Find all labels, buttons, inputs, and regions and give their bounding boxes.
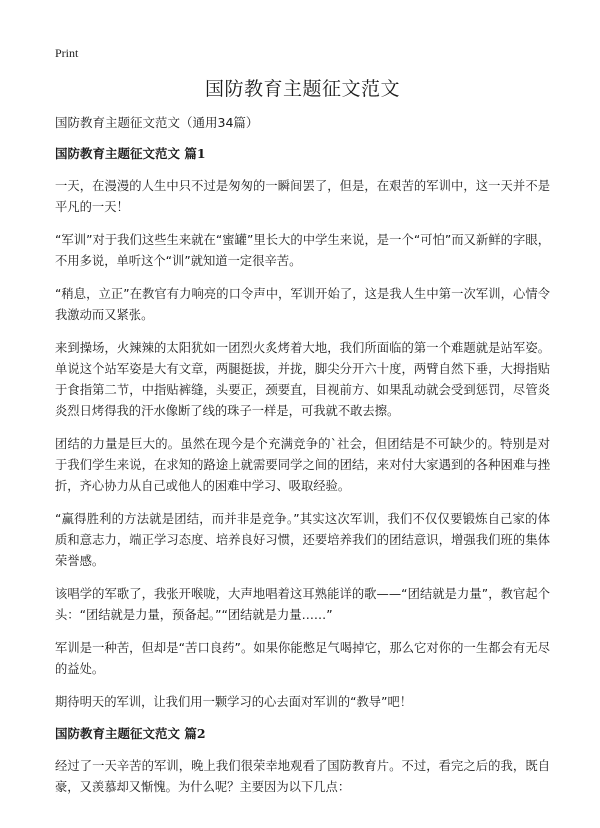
paragraph: “赢得胜利的方法就是团结，而并非是竞争。”其实这次军训，我们不仅仅要锻炼自己家的体质和意志力，端正学习态度、培养良好习惯，还要培养我们的团结意识，增强我们班的集体荣誉感。 bbox=[55, 512, 550, 568]
paragraph: 团结的力量是巨大的。虽然在现今是个充满竞争的`社会，但团结是不可缺少的。特别是对于我们学生来说，在求知的路途上就需要同学之间的团结，来对付大家遇到的各种困难与挫折，齐心协力从自己或他人的困难中学习、吸取经验。 bbox=[55, 437, 550, 493]
paragraph: 军训是一种苦，但却是“苦口良药”。如果你能憋足气喝掉它，那么它对你的一生都会有无尽的益处。 bbox=[55, 641, 550, 676]
section-heading: 国防教育主题征文范文 篇1 bbox=[55, 146, 206, 161]
document-subtitle: 国防教育主题征文范文（通用34篇） bbox=[55, 115, 259, 130]
page-title: 国防教育主题征文范文 bbox=[204, 78, 400, 100]
paragraph: 一天，在漫漫的人生中只不过是匆匆的一瞬间罢了，但是，在艰苦的军训中，这一天并不是平凡的一天！ bbox=[55, 179, 550, 214]
document-page bbox=[55, 78, 550, 810]
section-1 bbox=[55, 145, 550, 713]
print-link[interactable]: Print bbox=[55, 46, 79, 60]
section-heading: 国防教育主题征文范文 篇2 bbox=[55, 726, 206, 741]
paragraph: “军训”对于我们这些生来就在“蜜罐”里长大的中学生来说，是一个“可怕”而又新鲜的字眼，不用多说，单听这个“训”就知道一定很辛苦。 bbox=[55, 233, 550, 268]
section-2 bbox=[55, 725, 550, 798]
paragraph: 经过了一天辛苦的军训，晚上我们很荣幸地观看了国防教育片。不过，看完之后的我，既自豪，又羡慕却又惭愧。为什么呢？主要因为以下几点： bbox=[55, 759, 550, 794]
paragraph: 该唱学的军歌了，我张开喉咙，大声地唱着这耳熟能详的歌——“团结就是力量”，教官起个头：“团结就是力量，预备起。”“团结就是力量……” bbox=[55, 587, 550, 622]
paragraph: “稍息，立正”在教官有力响亮的口令声中，军训开始了，这是我人生中第一次军训，心情令我激动而又紧张。 bbox=[55, 287, 550, 322]
paragraph: 期待明天的军训，让我们用一颗学习的心去面对军训的“教导”吧！ bbox=[55, 695, 413, 709]
paragraph: 来到操场，火辣辣的太阳犹如一团烈火炙烤着大地，我们所面临的第一个难题就是站军姿。单说这个站军姿是大有文章，两腿挺拔，并拢，脚尖分开六十度，两臂自然下垂，大拇指贴于食指第二节，中指贴裤缝，头要正，颈要直，目视前方、如果乱动就会受到惩罚，尽管炎炎烈日烤得我的汗水像断了线的珠子一样是，可我就不敢去擦。 bbox=[55, 341, 550, 418]
